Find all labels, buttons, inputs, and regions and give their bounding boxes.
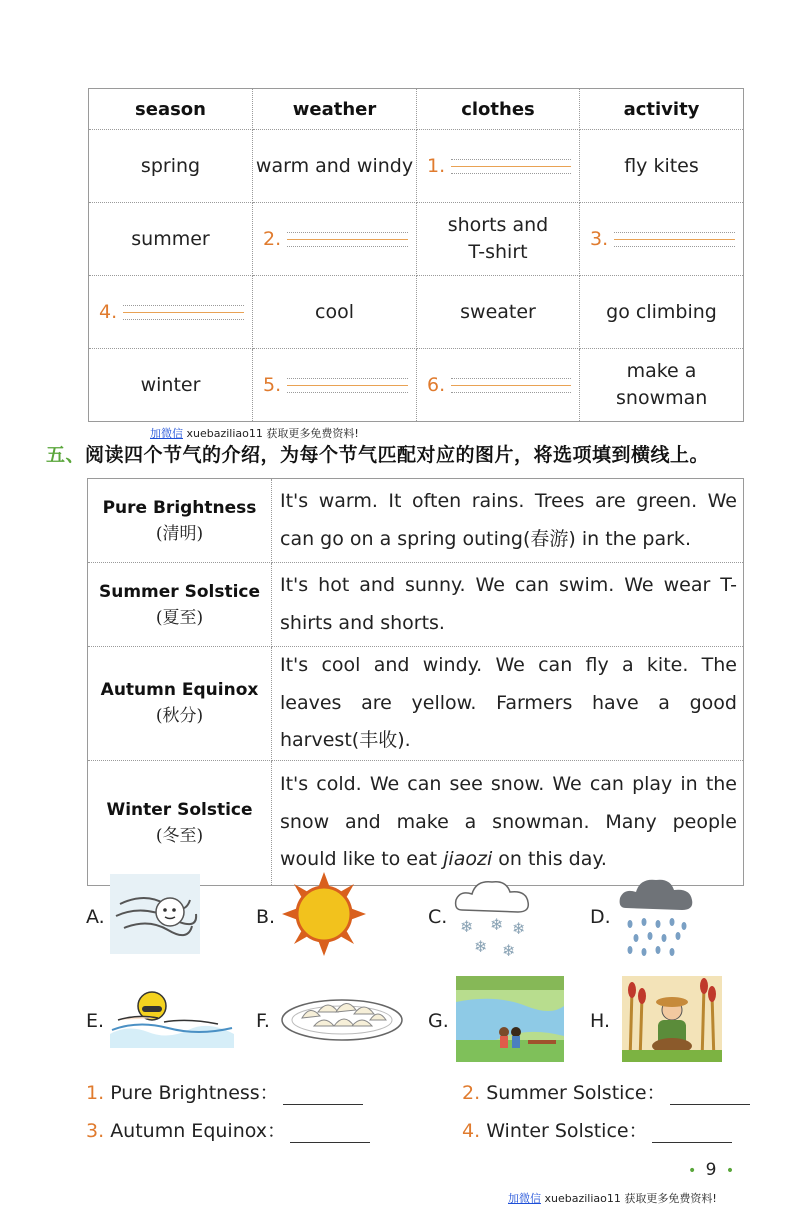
option-e[interactable] [86,972,266,1072]
option-label: H. [590,1010,610,1032]
blank-4[interactable] [89,276,253,349]
blank-number: 4. [99,300,118,323]
term-description [272,760,744,885]
svg-text:❄: ❄ [460,917,474,936]
header-weather: weather [253,89,417,130]
blank-5[interactable] [253,349,417,422]
term-english: Summer Solstice [98,581,261,602]
answer-4 [462,1116,732,1143]
answer-blank-4[interactable] [652,1124,732,1143]
watermark [150,425,359,441]
option-label: C. [428,906,448,928]
option-label: A. [86,906,105,928]
table-row [88,563,744,647]
term-cell [88,760,272,885]
svg-text:❄: ❄ [474,937,488,956]
section-number: 五、 [46,444,86,466]
blank-2[interactable] [253,203,417,276]
table-row [89,130,744,203]
swimmer-icon [108,984,236,1056]
table-row [88,647,744,761]
table-row [88,479,744,563]
watermark-text: xuebaziliao11 获取更多免费资料! [544,1192,717,1205]
term-chinese: (清明) [155,523,204,544]
cell-weather: cool [253,276,417,349]
blank-6[interactable] [417,349,580,422]
blank-number: 2. [263,227,282,250]
blank-number: 3. [590,227,609,250]
option-label: E. [86,1010,105,1032]
term-chinese: (秋分) [155,706,204,727]
snow-cloud-icon [450,872,534,960]
term-description [272,563,744,647]
description-text: It's cool and windy. We can fly a kite. The leaves are yellow. Farmers have a good harvest(丰收). [280,654,737,751]
cell-clothes [417,203,580,276]
answer-2 [462,1078,750,1105]
option-g[interactable] [428,972,608,1072]
svg-text:❄: ❄ [512,919,526,938]
answer-number: 3. [86,1120,105,1142]
header-clothes: clothes [417,89,580,130]
answer-label: Pure Brightness： [110,1082,279,1104]
cell-activity: go climbing [580,276,744,349]
header-season: season [89,89,253,130]
option-label: D. [590,906,611,928]
header-activity: activity [580,89,744,130]
seasons-table [88,88,744,422]
description-text: It's cold. We can see snow. We can play in the snow and make a snowman. Many people would like to eat [280,773,737,871]
blank-3[interactable] [580,203,744,276]
option-label: G. [428,1010,449,1032]
svg-text:❄: ❄ [490,915,504,934]
cell-clothes-text: shorts and T-shirt [447,214,549,263]
harvest-farmer-icon [622,976,722,1062]
watermark-link[interactable]: 加微信 [150,427,183,440]
svg-text:❄: ❄ [502,941,516,960]
section-heading [46,440,709,467]
page-number [688,1160,734,1180]
park-outing-icon [456,976,564,1062]
term-chinese: (夏至) [155,607,204,628]
section-instruction: 阅读四个节气的介绍，为每个节气匹配对应的图片，将选项填到横线上。 [85,444,710,466]
option-label: F. [256,1010,270,1032]
option-b[interactable] [256,870,436,970]
rain-cloud-icon [616,872,694,958]
blank-number: 5. [263,373,282,396]
table-row [88,760,744,885]
option-h[interactable] [590,972,770,1072]
cell-season: spring [89,130,253,203]
description-italic: jiaozi [443,848,493,871]
answer-blank-3[interactable] [290,1124,370,1143]
answer-blank-2[interactable] [670,1086,750,1105]
answer-number: 4. [462,1120,481,1142]
table-row [89,276,744,349]
blank-number: 6. [427,373,446,396]
cell-activity-text: make a snowman [616,360,708,409]
page-dot-right: • [725,1163,735,1179]
seasons-header-row [89,89,744,130]
sun-icon [282,872,366,956]
cell-season: summer [89,203,253,276]
cell-weather: warm and windy [253,130,417,203]
table-row [89,349,744,422]
table-row [89,203,744,276]
blank-number: 1. [427,154,446,177]
term-cell [88,479,272,563]
answer-label: Winter Solstice： [486,1120,648,1142]
cell-activity: fly kites [580,130,744,203]
answer-number: 2. [462,1082,481,1104]
cell-clothes: sweater [417,276,580,349]
answer-blank-1[interactable] [283,1086,363,1105]
watermark-footer [508,1190,717,1206]
solar-terms-table [87,478,744,886]
answer-1 [86,1078,363,1105]
page-number-text: 9 [705,1160,717,1180]
term-english: Autumn Equinox [100,680,259,701]
blank-1[interactable] [417,130,580,203]
cell-activity [580,349,744,422]
cell-season: winter [89,349,253,422]
answer-label: Summer Solstice： [486,1082,666,1104]
term-cell [88,563,272,647]
option-label: B. [256,906,276,928]
answer-label: Autumn Equinox： [110,1120,287,1142]
wind-icon [110,874,200,954]
term-chinese: (冬至) [155,825,204,846]
page-dot-left: • [688,1163,697,1179]
dumplings-icon [280,990,404,1042]
option-f[interactable] [256,972,436,1072]
description-text-end: on this day. [492,848,607,871]
option-a[interactable] [86,870,266,970]
term-cell [88,647,272,761]
term-english: Winter Solstice [106,799,253,820]
term-description [272,479,744,563]
term-english: Pure Brightness [102,497,257,518]
answer-3 [86,1116,370,1143]
description-text: It's hot and sunny. We can swim. We wear T-shirts and shorts. [280,574,737,634]
watermark-text: xuebaziliao11 获取更多免费资料! [186,427,359,440]
option-d[interactable] [590,870,770,970]
description-text: It's warm. It often rains. Trees are green. We can go on a spring outing(春游) in the park. [280,490,737,550]
watermark-link[interactable]: 加微信 [508,1192,541,1205]
answer-number: 1. [86,1082,105,1104]
option-c[interactable] [428,870,608,970]
term-description [272,647,744,761]
